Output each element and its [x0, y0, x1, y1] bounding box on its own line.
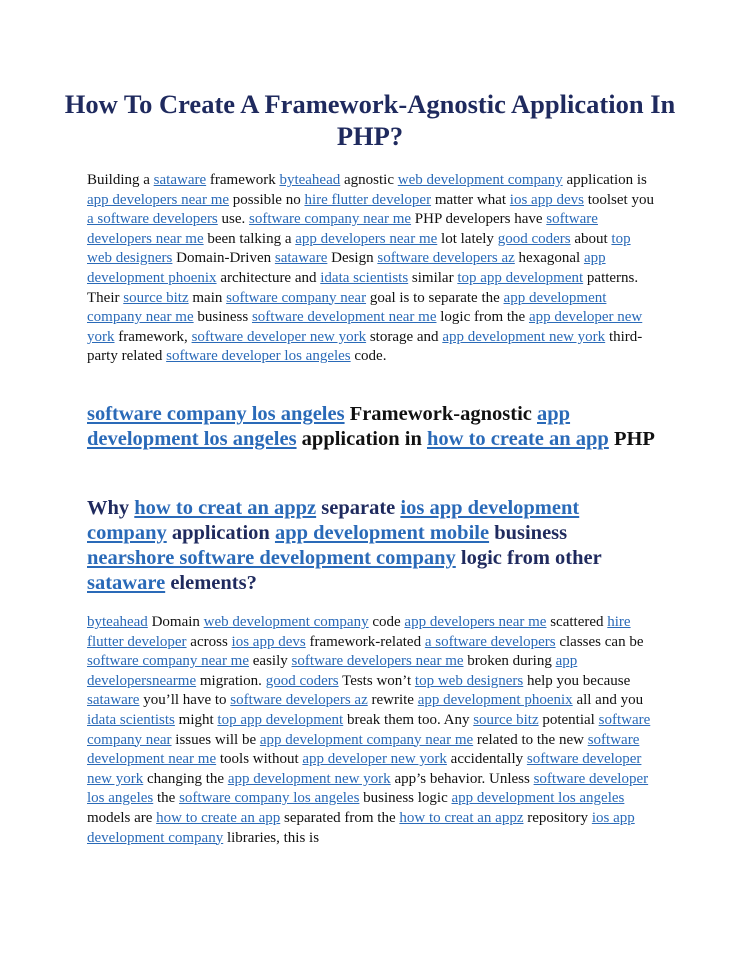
text-run: logic from other [455, 547, 602, 569]
text-run: code. [350, 348, 387, 365]
text-run: Domain-Driven [172, 250, 275, 267]
inline-link[interactable]: app developers near me [404, 614, 547, 630]
text-run: application in [296, 428, 427, 450]
inline-link[interactable]: hire flutter developer [87, 614, 631, 650]
inline-link[interactable]: software developer los angeles [87, 770, 649, 807]
inline-link[interactable]: sataware [274, 250, 328, 267]
text-run: business [193, 309, 252, 326]
text-run: rewrite [367, 692, 418, 709]
inline-link[interactable]: source bitz [123, 289, 189, 306]
text-run: the [153, 790, 180, 807]
text-run: issues will be [171, 731, 260, 748]
inline-link[interactable]: software development near me [87, 731, 640, 768]
inline-link[interactable]: app development company near me [87, 289, 607, 326]
inline-link[interactable]: ios app devs [231, 633, 306, 650]
inline-link[interactable]: web development company [397, 172, 563, 188]
text-run: all and you [572, 692, 644, 709]
inline-link[interactable]: nearshore software development company [87, 547, 456, 569]
text-run: broken during [463, 653, 556, 670]
inline-link[interactable]: software development near me [251, 309, 437, 326]
inline-link[interactable]: a software developers [424, 633, 556, 650]
inline-link[interactable]: ios app development company [87, 809, 635, 846]
text-run: business [489, 522, 568, 544]
inline-link[interactable]: software company los angeles [87, 403, 345, 425]
inline-link[interactable]: software developer new york [191, 328, 367, 345]
text-run: elements? [165, 572, 257, 594]
text-run: hexagonal [514, 250, 584, 267]
text-run: similar [408, 269, 458, 286]
text-run: models are [87, 809, 157, 826]
text-run: business logic [359, 790, 452, 807]
inline-link[interactable]: app developer new york [87, 309, 643, 345]
text-run: about [570, 230, 612, 247]
inline-link[interactable]: top app development [217, 711, 344, 728]
inline-link[interactable]: idata scientists [87, 711, 175, 728]
inline-link[interactable]: software developers az [230, 692, 368, 709]
text-run: main [188, 289, 227, 306]
inline-link[interactable]: software developer los angeles [166, 348, 351, 365]
inline-link[interactable]: app development phoenix [87, 250, 606, 286]
text-run: scattered [546, 614, 608, 630]
inline-link[interactable]: byteahead [87, 614, 148, 630]
text-run: accidentally [446, 751, 527, 768]
inline-link[interactable]: top app development [457, 269, 584, 286]
inline-link[interactable]: software developers near me [291, 653, 464, 670]
text-run: framework, [114, 328, 192, 345]
text-run: framework [206, 172, 280, 188]
inline-link[interactable]: sataware [87, 692, 140, 709]
text-run: break them too. Any [343, 711, 474, 728]
inline-link[interactable]: app developersnearme [87, 653, 578, 689]
inline-link[interactable]: web development company [203, 614, 369, 630]
text-run: been talking a [203, 230, 296, 247]
text-run: across [186, 633, 232, 650]
inline-link[interactable]: software company near [87, 711, 651, 748]
text-run: use. [217, 211, 250, 228]
page-title: How To Create A Framework-Agnostic Application In PHP? [64, 89, 676, 151]
text-run: changing the [143, 770, 228, 787]
inline-link[interactable]: software developer new york [87, 751, 642, 787]
inline-link[interactable]: ios app devs [509, 191, 584, 208]
text-run: architecture and [216, 269, 321, 286]
inline-link[interactable]: software company los angeles [179, 790, 360, 807]
text-run: separated from the [280, 809, 400, 826]
inline-link[interactable]: how to creat an appz [134, 497, 317, 519]
inline-link[interactable]: idata scientists [320, 269, 409, 286]
text-run: matter what [431, 191, 510, 208]
text-run: toolset you [583, 191, 654, 208]
inline-link[interactable]: good coders [265, 672, 339, 689]
inline-link[interactable]: byteahead [279, 172, 341, 188]
inline-link[interactable]: software company near [226, 289, 367, 306]
inline-link[interactable]: software developers az [377, 250, 515, 267]
inline-link[interactable]: a software developers [87, 211, 218, 228]
text-run: migration. [196, 672, 266, 689]
text-run: you’ll have to [139, 692, 231, 709]
text-run: framework-related [305, 633, 425, 650]
text-run: Framework-agnostic [344, 403, 537, 425]
text-run: tools without [216, 751, 303, 768]
text-run: storage and [366, 328, 443, 345]
inline-link[interactable]: source bitz [473, 711, 539, 728]
inline-link[interactable]: top web designers [87, 230, 631, 267]
text-run: might [174, 711, 218, 728]
body-paragraph [87, 613, 657, 848]
text-run: third-party related [87, 328, 643, 365]
inline-link[interactable]: software company near me [249, 211, 412, 228]
inline-link[interactable]: how to create an app [426, 428, 609, 450]
text-run: Why [87, 497, 135, 519]
inline-link[interactable]: sataware [153, 172, 207, 188]
text-run: PHP developers have [411, 211, 547, 228]
inline-link[interactable]: top web designers [414, 672, 524, 689]
text-run: logic from the [436, 309, 529, 326]
text-run: related to the new [473, 731, 588, 748]
inline-link[interactable]: app development new york [227, 770, 391, 787]
inline-link[interactable]: how to creat an appz [399, 809, 524, 826]
inline-link[interactable]: app development los angeles [87, 403, 571, 450]
text-run: Tests won’t [338, 672, 415, 689]
inline-link[interactable]: software developers near me [87, 211, 598, 247]
text-run: separate [316, 497, 401, 519]
inline-link[interactable]: app development los angeles [451, 790, 625, 807]
inline-link[interactable]: hire flutter developer [304, 191, 432, 208]
text-run: patterns. Their [87, 269, 639, 306]
text-run: app’s behavior. Unless [390, 770, 534, 787]
text-run: help you because [523, 672, 631, 689]
text-run: goal is to separate the [366, 289, 504, 306]
inline-link[interactable]: app development new york [442, 328, 606, 345]
text-run: lot lately [437, 230, 498, 247]
text-run: easily [249, 653, 292, 670]
text-run: application [166, 522, 275, 544]
inline-link[interactable]: app development phoenix [417, 692, 573, 709]
inline-link[interactable]: good coders [497, 230, 571, 247]
inline-link[interactable]: ios app development company [87, 497, 580, 544]
inline-link[interactable]: sataware [87, 572, 166, 594]
section-heading-why-separate [87, 496, 657, 596]
inline-link[interactable]: software company near me [87, 653, 250, 670]
text-run: classes can be [555, 633, 644, 650]
intro-paragraph [87, 171, 657, 367]
inline-link[interactable]: app development mobile [274, 522, 490, 544]
text-run: libraries, this is [223, 829, 320, 846]
inline-link[interactable]: app developer new york [302, 751, 447, 768]
text-run: PHP [608, 428, 655, 450]
text-run: potential [538, 711, 599, 728]
text-run: code [368, 614, 405, 630]
inline-link[interactable]: app developers near me [295, 230, 438, 247]
text-run: agnostic [340, 172, 398, 188]
text-run: application is [562, 172, 647, 188]
text-run: Building a [87, 172, 154, 188]
text-run: Domain [147, 614, 204, 630]
text-run: repository [523, 809, 592, 826]
text-run: Design [327, 250, 378, 267]
inline-link[interactable]: how to create an app [156, 809, 281, 826]
text-run: possible no [229, 191, 305, 208]
inline-link[interactable]: app development company near me [259, 731, 474, 748]
section-heading-framework-agnostic [87, 402, 657, 452]
inline-link[interactable]: app developers near me [87, 191, 230, 208]
